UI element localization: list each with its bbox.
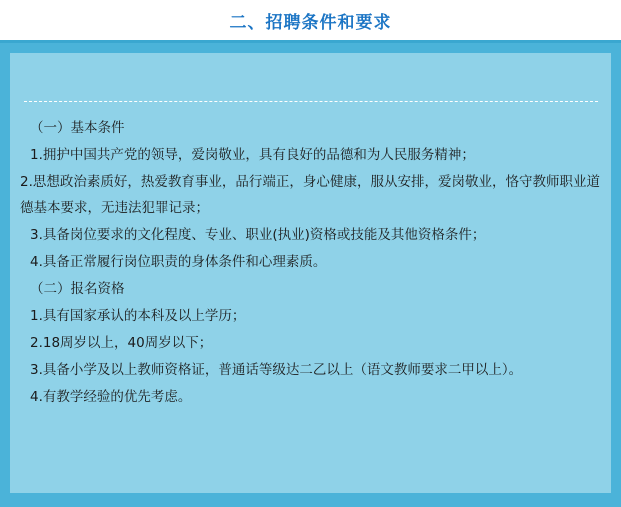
list-item: 4.有教学经验的优先考虑。 [30, 389, 192, 405]
section-label-basic: （一）基本条件 [30, 120, 125, 136]
document-body [20, 115, 600, 411]
section-label-qualification: （二）报名资格 [30, 281, 125, 297]
page-title: 二、招聘条件和要求 [229, 12, 392, 33]
content-card [10, 53, 611, 493]
dashed-divider [24, 101, 598, 102]
list-item: 1.拥护中国共产党的领导，爱岗敬业，具有良好的品德和为人民服务精神； [30, 147, 475, 163]
list-item: 3.具备小学及以上教师资格证，普通话等级达二乙以上（语文教师要求二甲以上）。 [30, 362, 523, 378]
list-item: 1.具有国家承认的本科及以上学历； [30, 308, 246, 324]
list-item: 4.具备正常履行岗位职责的身体条件和心理素质。 [30, 254, 327, 270]
document-title-bar [0, 0, 621, 40]
content-panel [0, 40, 621, 507]
list-item: 3.具备岗位要求的文化程度、专业、职业(执业)资格或技能及其他资格条件； [30, 227, 486, 243]
list-item: 2.18周岁以上，40周岁以下； [30, 335, 213, 351]
list-item: 2.思想政治素质好，热爱教育事业，品行端正，身心健康，服从安排，爱岗敬业，恪守教师职业道德基本要求，无违法犯罪记录； [20, 174, 600, 216]
